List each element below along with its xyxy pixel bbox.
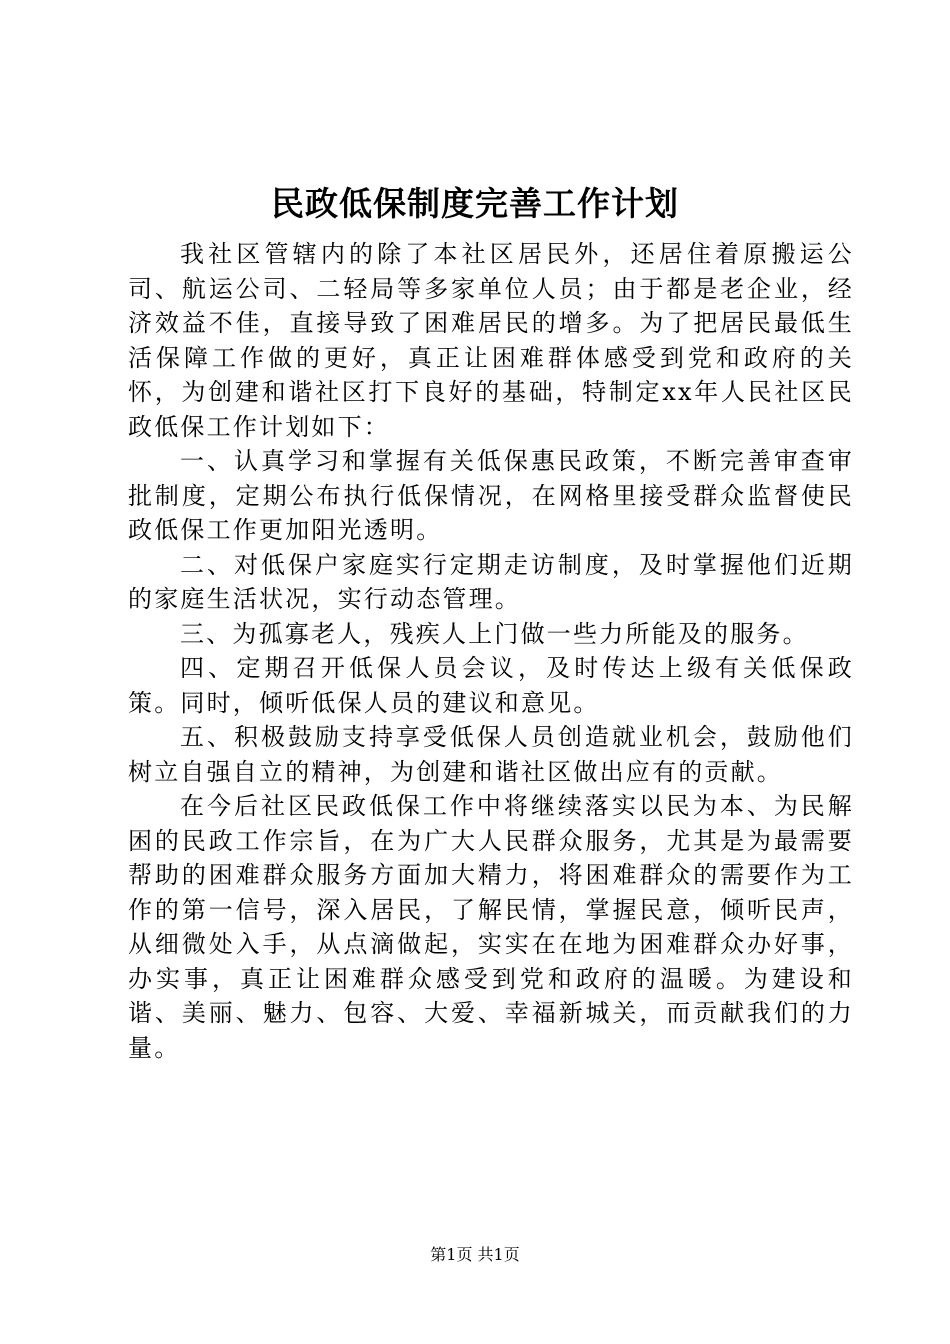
paragraph-item-2: 二、对低保户家庭实行定期走访制度，及时掌握他们近期的家庭生活状况，实行动态管理。 xyxy=(128,550,854,613)
paragraph-item-3: 三、为孤寡老人，残疾人上门做一些力所能及的服务。 xyxy=(180,619,809,648)
paragraph-item-4: 四、定期召开低保人员会议，及时传达上级有关低保政策。同时，倾听低保人员的建议和意见。 xyxy=(128,654,854,717)
paragraph-item-5: 五、积极鼓励支持享受低保人员创造就业机会，鼓励他们树立自强自立的精神，为创建和谐社区做出应有的贡献。 xyxy=(128,723,854,786)
paragraph-item-1: 一、认真学习和掌握有关低保惠民政策，不断完善审查审批制度，定期公布执行低保情况，在网格里接受群众监督使民政低保工作更加阳光透明。 xyxy=(128,447,854,544)
paragraph-intro: 我社区管辖内的除了本社区居民外，还居住着原搬运公司、航运公司、二轻局等多家单位人员；由于都是老企业，经济效益不佳，直接导致了困难居民的增多。为了把居民最低生活保障工作做的更好，真正让困难群体感受到党和政府的关怀，为创建和谐社区打下良好的基础，特制定xx年人民社区民政低保工作计划如下： xyxy=(128,240,854,441)
page-number-footer: 第1页 共1页 xyxy=(430,1245,520,1264)
document-body xyxy=(128,237,854,1065)
paragraph-conclusion: 在今后社区民政低保工作中将继续落实以民为本、为民解困的民政工作宗旨，在为广大人民群众服务，尤其是为最需要帮助的困难群众服务方面加大精力，将困难群众的需要作为工作的第一信号，深入居民，了解民情，掌握民意，倾听民声，从细微处入手，从点滴做起，实实在在地为困难群众办好事，办实事，真正让困难群众感受到党和政府的温暖。为建设和谐、美丽、魅力、包容、大爱、幸福新城关，而贡献我们的力量。 xyxy=(128,792,854,1062)
document-title: 民政低保制度完善工作计划 xyxy=(271,184,679,223)
